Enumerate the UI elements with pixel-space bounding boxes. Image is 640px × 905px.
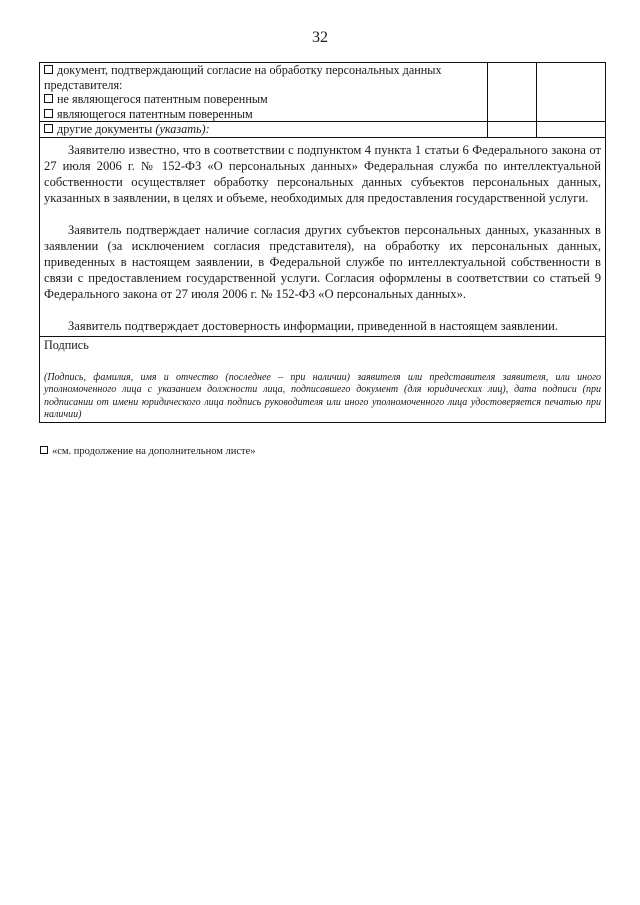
- checkbox-icon[interactable]: [44, 65, 53, 74]
- checkbox-icon[interactable]: [44, 124, 53, 133]
- patent-attorney-item: [44, 107, 483, 122]
- attached-documents-cell: [40, 63, 488, 122]
- consent-document-item: [44, 63, 483, 78]
- consent-paragraph-3: Заявитель подтверждает достоверность информации, приведенной в настоящем заявлении.: [68, 318, 559, 333]
- consent-paragraph-2: Заявитель подтверждает наличие согласия других субъектов персональных данных, указанных в заявлении (за исключением согласия представителя), на обработку их персональных данных, приведенных в настоящем заявлении, в Федеральной службе по интеллектуальной собственности в связи с предоставлением государственной услуги. Согласия оформлены в соответствии со статьей 9 Федерального закона от 27 июля 2006 г. № 152-ФЗ «О персональных данных».: [44, 222, 601, 301]
- other-documents-item: [44, 122, 483, 137]
- other-documents-hint: (указать):: [155, 122, 210, 136]
- other-documents-row: [40, 122, 606, 138]
- continuation-label: «см. продолжение на дополнительном листе»: [52, 446, 256, 457]
- signature-cell[interactable]: [40, 336, 606, 422]
- checkbox-icon[interactable]: [40, 446, 48, 454]
- attached-documents-row: [40, 63, 606, 122]
- application-form-table: [39, 62, 606, 423]
- not-patent-attorney-label: не являющегося патентным поверенным: [57, 92, 268, 106]
- other-copies-cell[interactable]: [537, 122, 606, 138]
- signature-row: [40, 336, 606, 422]
- sheets-count-cell[interactable]: [488, 63, 537, 122]
- consent-cell: [40, 137, 606, 336]
- consent-document-label: документ, подтверждающий согласие на обработку персональных данных: [57, 63, 442, 77]
- representative-label: представителя:: [44, 77, 123, 92]
- other-documents-cell: [40, 122, 488, 138]
- consent-row: [40, 137, 606, 336]
- consent-paragraph-1: Заявителю известно, что в соответствии с подпунктом 4 пункта 1 статьи 6 Федерального закона от 27 июля 2006 г. № 152-ФЗ «О персональных данных» Федеральная служба по интеллектуальной собственности осуществляет обработку персональных данных субъектов персональных данных, указанных в заявлении, в целях и объеме, необходимых для предоставления государственной услуги.: [44, 142, 601, 205]
- copies-count-cell[interactable]: [537, 63, 606, 122]
- continuation-item: [40, 446, 256, 457]
- signature-label: Подпись: [44, 337, 89, 352]
- signature-note: (Подпись, фамилия, имя и отчество (последнее – при наличии) заявителя или представителя заявителя, или иного уполномоченного лица с указанием должности лица, подписавшего документ (для юридических лиц), дата подписи (при подписании от имени юридического лица подпись руководителя или иного уполномоченного лица удостоверяется печатью при наличии): [44, 372, 601, 421]
- checkbox-icon[interactable]: [44, 94, 53, 103]
- other-sheets-cell[interactable]: [488, 122, 537, 138]
- patent-attorney-label: являющегося патентным поверенным: [57, 106, 253, 121]
- page-number: 32: [312, 29, 328, 46]
- not-patent-attorney-item: [44, 92, 483, 107]
- other-documents-label: другие документы: [57, 122, 153, 136]
- checkbox-icon[interactable]: [44, 109, 53, 118]
